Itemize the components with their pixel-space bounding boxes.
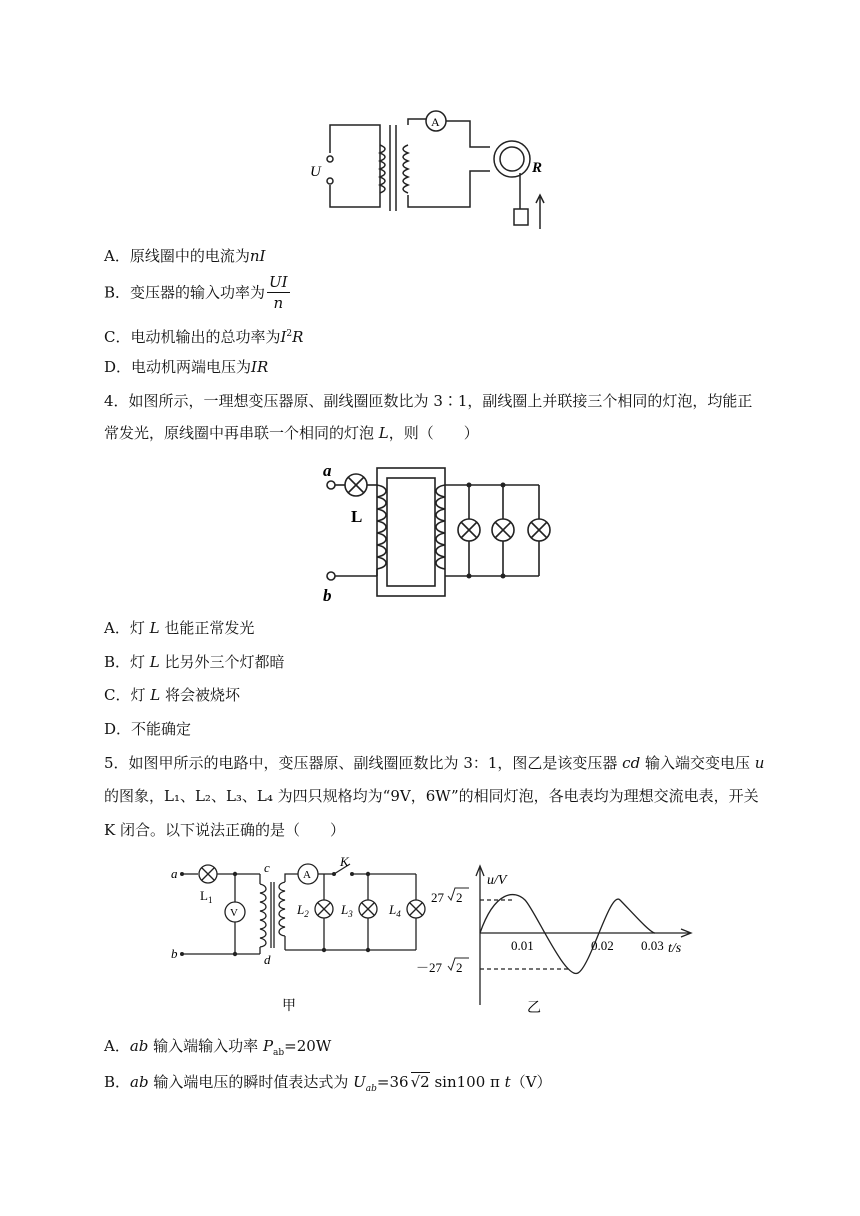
q5-b-label: b: [171, 946, 178, 961]
svg-text:27: 27: [431, 890, 444, 905]
q5-voltage-graph: [415, 860, 705, 1020]
q5-a-label: a: [171, 866, 178, 881]
q5-graph-ymin-label: [416, 958, 469, 975]
q5-fig-yi-caption: 乙: [527, 1001, 541, 1016]
q5-L4-label: $L_4$: [389, 902, 401, 919]
q3-fraction: $\frac{UI}{n}$: [269, 273, 288, 312]
q5-graph-tick-001: 0.01: [511, 938, 534, 953]
q3-option-c: C．电动机输出的总功率为$I^2R$: [104, 328, 304, 346]
q3-U-label: U: [310, 164, 321, 180]
q5-ammeter-label: A: [303, 869, 311, 881]
q4-circuit-figure: [315, 460, 565, 605]
q4-option-c: C．灯 L 将会被烧坏: [104, 686, 240, 704]
q5-graph-xlabel: t/s: [668, 941, 682, 956]
q3-ammeter-label: A: [431, 115, 440, 129]
svg-text:2: 2: [456, 890, 463, 905]
q5-option-a: A．ab 输入端输入功率 $P_{ab}=20W$: [104, 1037, 332, 1058]
svg-text:－27: －27: [416, 960, 443, 975]
q5-c-label: c: [264, 860, 270, 875]
q5-graph-ymax-label: [431, 888, 469, 905]
q5-L2-label: $L_2$: [297, 902, 309, 919]
q5-graph-ylabel: u/V: [487, 873, 507, 888]
q4-L-label: L: [351, 507, 363, 526]
q5-graph-tick-002: 0.02: [591, 938, 614, 953]
q3-R-label: R: [532, 160, 543, 176]
q5-option-b: B．ab 输入端电压的瞬时值表达式为 $U_{ab}=36$ √2 sin100 π t（V）: [104, 1073, 552, 1094]
q4-stem-line1: 4．如图所示，一理想变压器原、副线圈匝数比为 3∶1，副线圈上并联接三个相同的灯泡，均能正: [104, 392, 753, 410]
q5-stem-line1: 5．如图甲所示的电路中，变压器原、副线圈匝数比为 3：1，图乙是该变压器 cd 输入端交变电压 u: [104, 754, 765, 772]
q4-option-d: D．不能确定: [104, 720, 192, 738]
q5-circuit-figure: [170, 852, 435, 1022]
sine-curve: [480, 895, 655, 974]
q3-circuit-figure: [300, 105, 560, 235]
q5-L3-label: $L_3$: [341, 902, 353, 919]
q5-stem-line3: K 闭合。以下说法正确的是（ ）: [104, 821, 345, 839]
q5-stem-line2: 的图象，L₁、L₂、L₃、L₄ 为四只规格均为“9V，6W”的相同灯泡，各电表均为理想交流电表，开关: [104, 787, 759, 805]
q5-voltmeter-label: V: [230, 907, 238, 919]
q5-fig-jia-caption: 甲: [282, 999, 296, 1014]
q4-stem-line2: 常发光，原线圈中再串联一个相同的灯泡 L，则（ ）: [104, 424, 479, 442]
q5-L1-label: $L_1$: [200, 888, 213, 905]
q4-option-b: B．灯 L 比另外三个灯都暗: [104, 653, 285, 671]
q4-b-label: b: [323, 586, 332, 605]
q4-a-label: a: [323, 461, 332, 480]
svg-text:2: 2: [456, 960, 463, 975]
q5-graph-tick-003: 0.03: [641, 938, 664, 953]
q3-option-a: A．原线圈中的电流为nI: [104, 247, 266, 265]
q3-option-d: D．电动机两端电压为IR: [104, 358, 269, 376]
q5-d-label: d: [264, 952, 271, 967]
q5-K-label: K: [340, 854, 349, 869]
sqrt-symbol: √2: [410, 1073, 430, 1091]
q3-option-b: B．变压器的输入功率为 $\frac{UI}{n}$: [104, 273, 288, 312]
q4-option-a: A．灯 L 也能正常发光: [104, 619, 255, 637]
